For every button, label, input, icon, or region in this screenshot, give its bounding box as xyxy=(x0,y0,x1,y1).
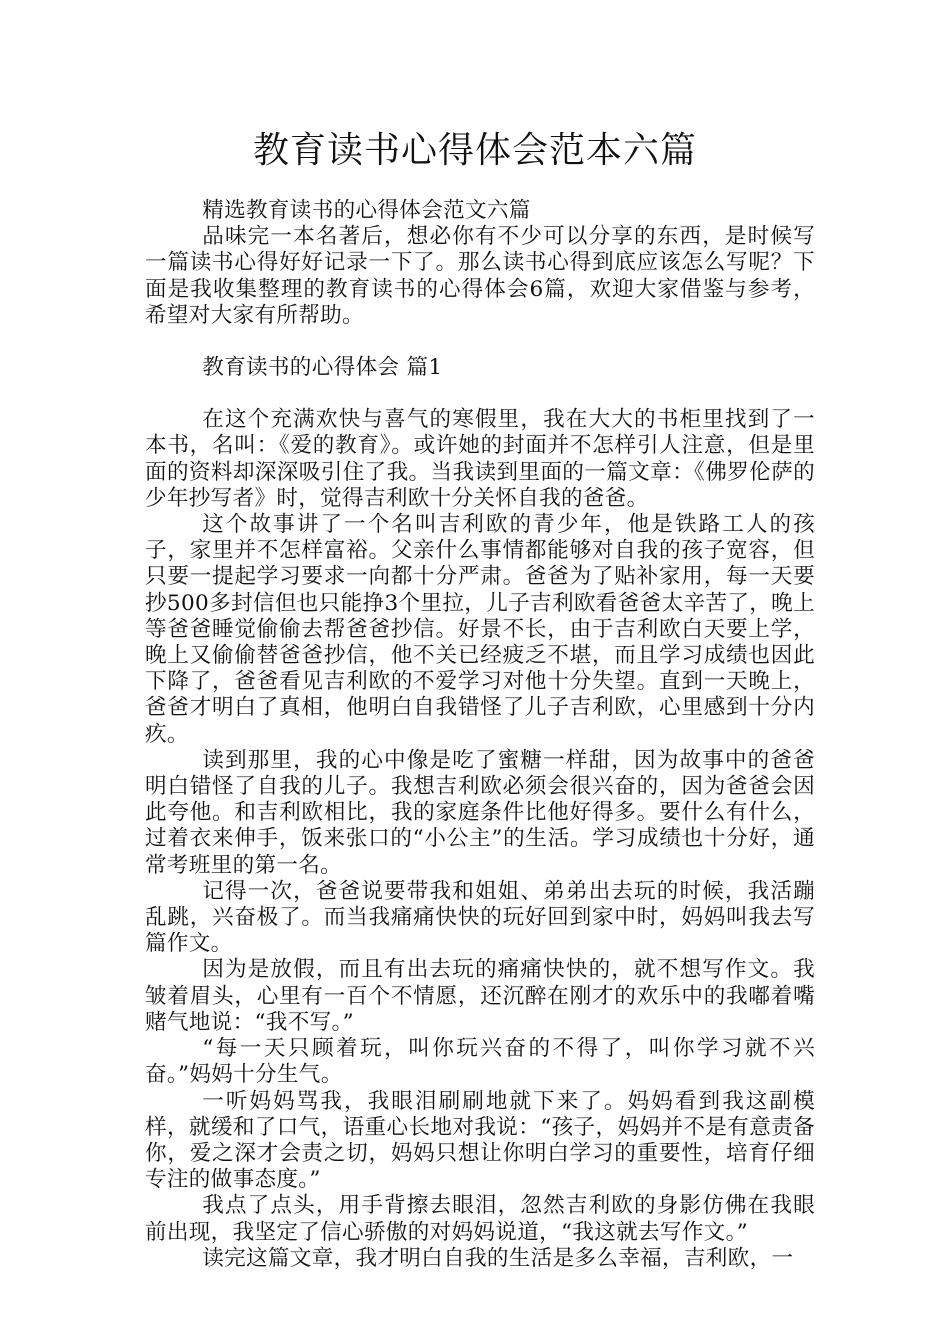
body-paragraph: 读完这篇文章，我才明白自我的生活是多么幸福，吉利欧，一 xyxy=(202,1245,794,1271)
body-paragraph: “每一天只顾着玩，叫你玩兴奋的不得了，叫你学习就不兴奋。”妈妈十分生气。 xyxy=(145,1036,815,1088)
intro-paragraph: 品味完一本名著后，想必你有不少可以分享的东西，是时候写一篇读书心得好好记录一下了。那么读书心得到底应该怎么写呢？下面是我收集整理的教育读书的心得体会6篇，欢迎大家借鉴与参考，希望对大家有所帮助。 xyxy=(145,224,815,328)
body-paragraph: 这个故事讲了一个名叫吉利欧的青少年，他是铁路工人的孩子，家里并不怎样富裕。父亲什么事情都能够对自我的孩子宽容，但只要一提起学习要求一向都十分严肃。爸爸为了贴补家用，每一天要抄500多封信但也只能挣3个里拉，儿子吉利欧看爸爸太辛苦了，晚上等爸爸睡觉偷偷去帮爸爸抄信。好景不长，由于吉利欧白天要上学，晚上又偷偷替爸爸抄信，他不关已经疲乏不堪，而且学习成绩也因此下降了，爸爸看见吉利欧的不爱学习对他十分失望。直到一天晚上，爸爸才明白了真相，他明白自我错怪了儿子吉利欧，心里感到十分内疚。 xyxy=(145,512,815,747)
body-paragraph: 我点了点头，用手背擦去眼泪，忽然吉利欧的身影仿佛在我眼前出现，我坚定了信心骄傲的对妈妈说道，“我这就去写作文。” xyxy=(145,1193,815,1245)
body-paragraph: 一听妈妈骂我，我眼泪刷刷地就下来了。妈妈看到我这副模样，就缓和了口气，语重心长地对我说：“孩子，妈妈并不是有意责备你，爱之深才会责之切，妈妈只想让你明白学习的重要性，培育仔细专注的做事态度。” xyxy=(145,1088,815,1193)
document-title: 教育读书心得体会范本六篇 xyxy=(252,130,697,171)
section-heading: 教育读书的心得体会 篇1 xyxy=(202,355,443,381)
body-paragraph: 记得一次，爸爸说要带我和姐姐、弟弟出去玩的时候，我活蹦乱跳，兴奋极了。而当我痛痛快快的玩好回到家中时，妈妈叫我去写篇作文。 xyxy=(145,878,815,957)
intro-heading: 精选教育读书的心得体会范文六篇 xyxy=(202,198,531,223)
body-paragraph: 在这个充满欢快与喜气的寒假里，我在大大的书柜里找到了一本书，名叫：《爱的教育》。或许她的封面并不怎样引人注意，但是里面的资料却深深吸引住了我。当我读到里面的一篇文章：《佛罗伦萨的少年抄写者》时，觉得吉利欧十分关怀自我的爸爸。 xyxy=(145,407,815,511)
body-paragraph: 读到那里，我的心中像是吃了蜜糖一样甜，因为故事中的爸爸明白错怪了自我的儿子。我想吉利欧必须会很兴奋的，因为爸爸会因此夸他。和吉利欧相比，我的家庭条件比他好得多。要什么有什么，过着衣来伸手，饭来张口的“小公主”的生活。学习成绩也十分好，通常考班里的第一名。 xyxy=(145,747,815,878)
document-body xyxy=(145,198,815,1272)
body-paragraph: 因为是放假，而且有出去玩的痛痛快快的，就不想写作文。我皱着眉头，心里有一百个不情愿，还沉醉在刚才的欢乐中的我嘟着嘴赌气地说：“我不写。” xyxy=(145,957,815,1035)
